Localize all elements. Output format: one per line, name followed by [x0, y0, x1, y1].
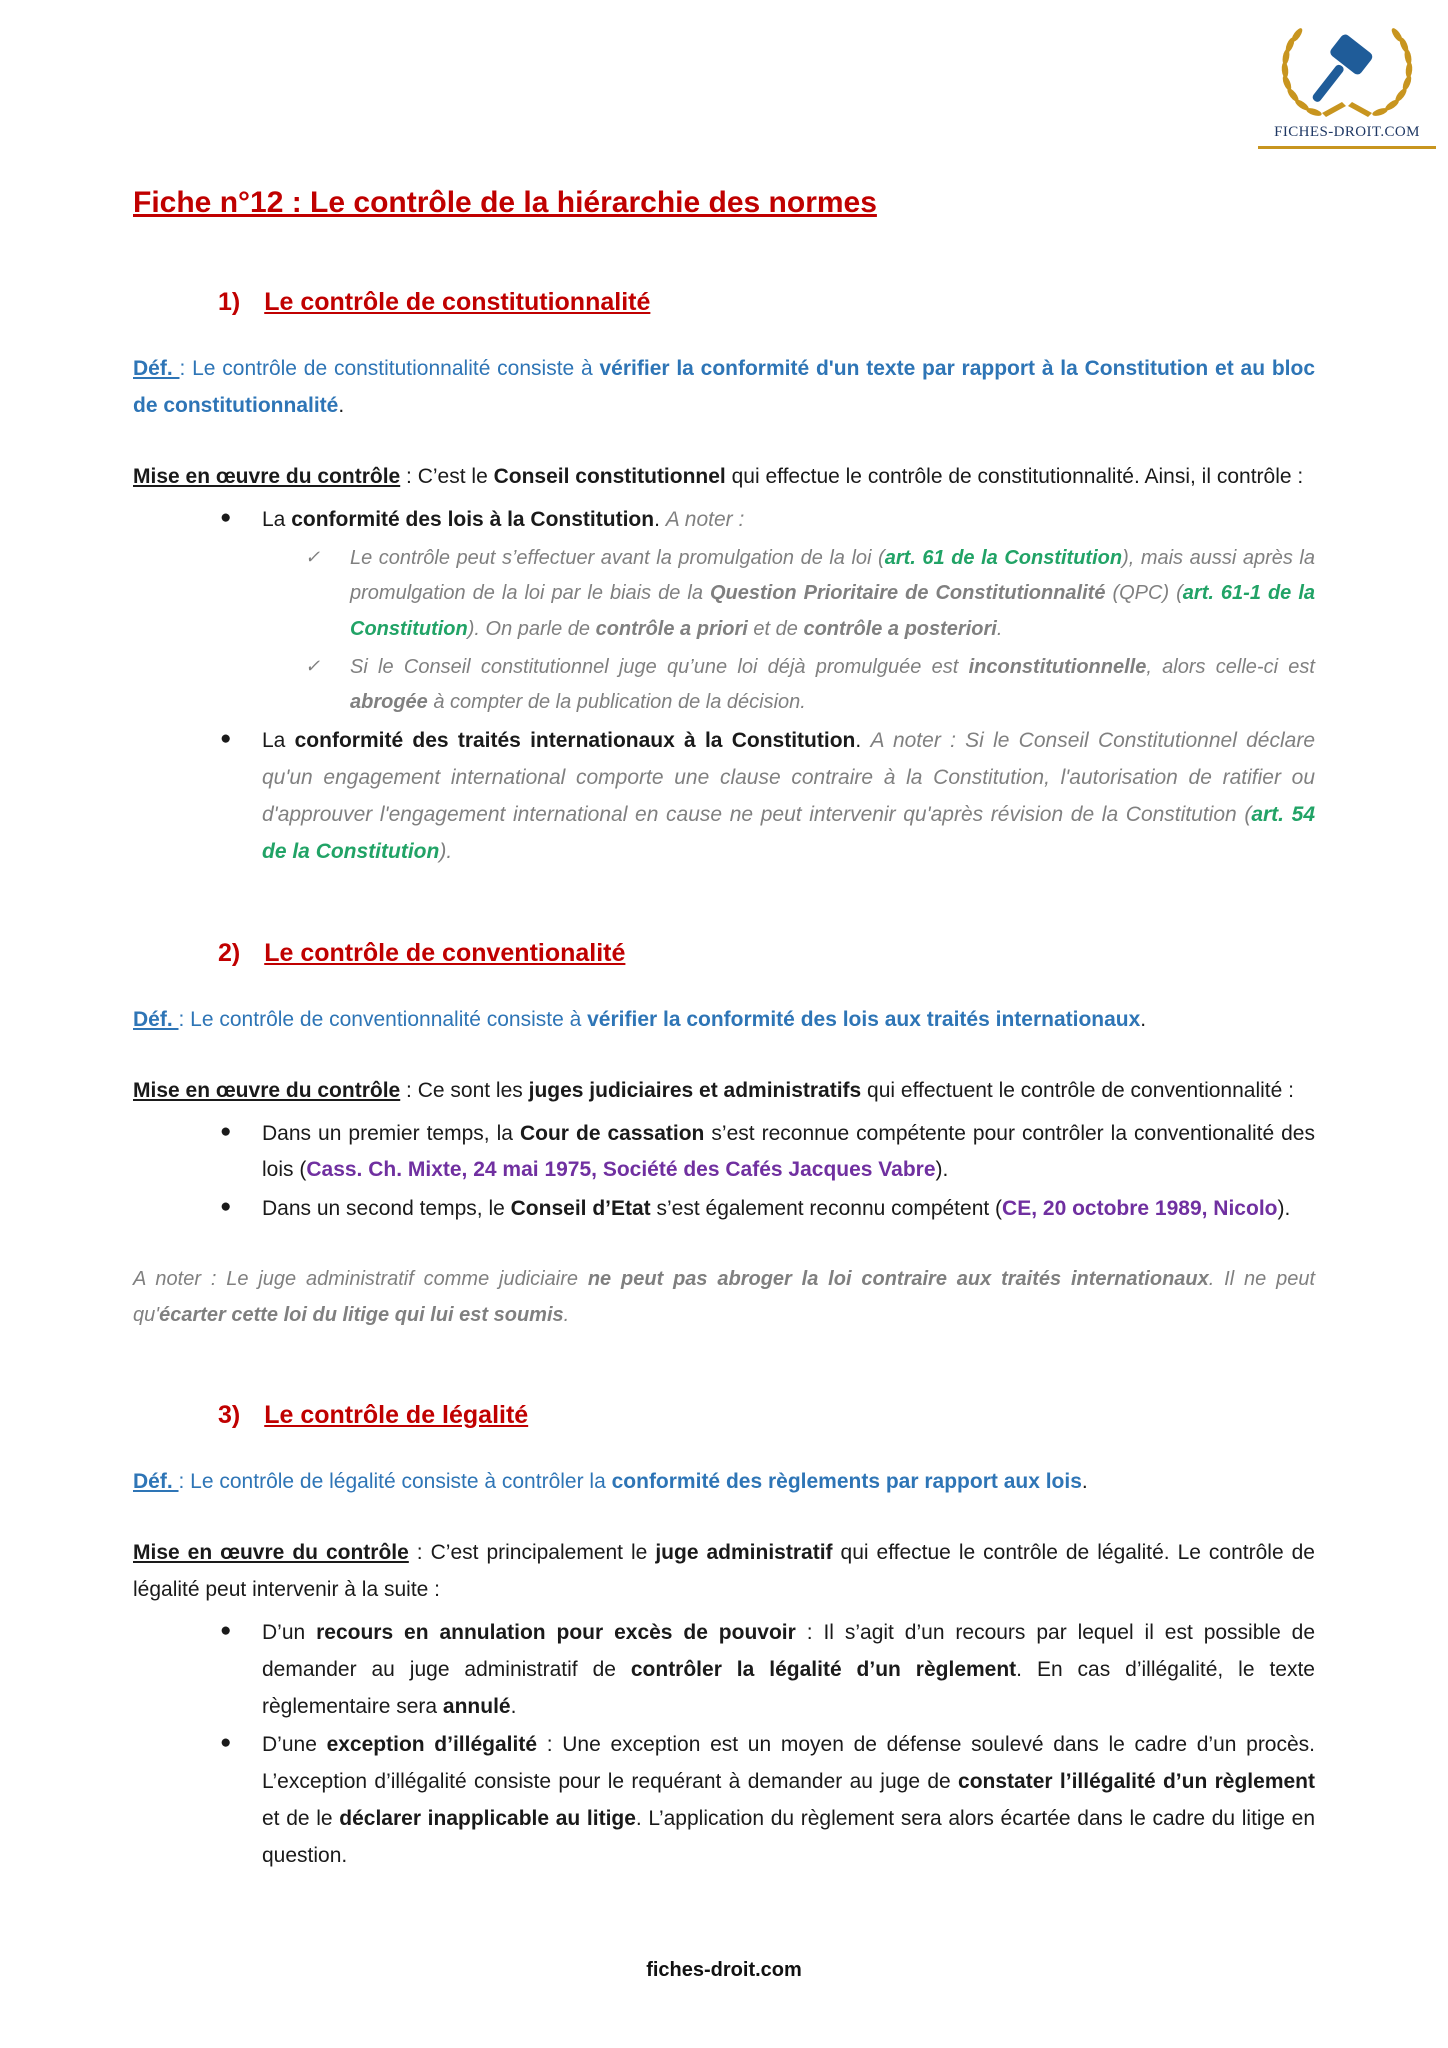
text-segment: qui effectue le contrôle de légalité. Le contrôle de légalité peut intervenir à la suite :	[133, 1540, 1315, 1601]
text-segment: Mise en œuvre du contrôle	[133, 464, 401, 488]
text-segment: recours en annulation pour excès de pouvoir	[316, 1620, 796, 1644]
text-segment: A noter : Si le Conseil Constitutionnel déclare qu'un engagement international comporte une clause contraire à la Constitution, l'autorisation de ratifier ou d'approuver l'engagement international en cause ne peut intervenir qu'après révision de la Constitution (	[262, 728, 1316, 826]
text-segment: ). On parle de	[467, 618, 596, 640]
text-segment: exception d’illégalité	[326, 1733, 538, 1757]
text-segment: La	[262, 728, 295, 752]
text-segment: .	[1140, 1007, 1147, 1031]
text-segment: . Il ne peut qu'	[133, 1268, 1315, 1326]
text-segment: contrôle a priori	[595, 618, 748, 640]
logo-brand-text: FICHES-DROIT.COM	[1274, 124, 1420, 140]
text-segment: Dans un second temps, le	[262, 1197, 511, 1221]
list-item-text	[262, 508, 744, 531]
text-segment: Déf.	[133, 1469, 179, 1493]
mise-en-oeuvre-paragraph	[133, 1535, 1315, 1609]
text-segment: Déf.	[133, 1007, 179, 1031]
check-icon: ✓	[305, 546, 321, 567]
footer-site-url: fiches-droit.com	[646, 1959, 802, 1981]
bullet-icon: ●	[220, 1196, 232, 1218]
section-title: Le contrôle de légalité	[264, 1400, 529, 1429]
list-item	[133, 502, 1315, 539]
text-segment: , alors celle-ci est	[1146, 655, 1315, 678]
text-segment: D’une	[262, 1733, 327, 1757]
text-segment: Mise en œuvre du contrôle	[133, 1540, 409, 1564]
list-item	[133, 1191, 1315, 1228]
definition-paragraph	[133, 351, 1315, 425]
text-segment: Cour de cassation	[519, 1121, 705, 1145]
text-segment: qui effectuent le contrôle de conventionnalité :	[861, 1078, 1294, 1102]
bullet-icon: ●	[220, 506, 232, 528]
list-item	[133, 1727, 1315, 1875]
list-item	[133, 1615, 1315, 1726]
section-controle-constitutionnalite	[133, 288, 1315, 871]
definition-paragraph	[133, 1464, 1315, 1501]
text-segment: .	[563, 1303, 570, 1326]
check-icon: ✓	[305, 655, 321, 676]
text-segment: ne peut pas abroger la loi contraire aux traités internationaux	[587, 1268, 1209, 1291]
text-segment: La	[262, 507, 292, 531]
text-segment: ).	[439, 839, 453, 863]
text-segment: : C’est le	[400, 464, 494, 488]
section-heading	[218, 939, 1315, 968]
text-segment: constater l’illégalité d’un règlement	[958, 1770, 1315, 1794]
text-segment: Conseil d’Etat	[510, 1197, 651, 1221]
mise-en-oeuvre-paragraph	[133, 459, 1315, 496]
mise-en-oeuvre-paragraph	[133, 1073, 1315, 1110]
bullet-icon: ●	[220, 1120, 232, 1142]
note-paragraph	[133, 1262, 1315, 1332]
text-segment: Cass. Ch. Mixte, 24 mai 1975, Société des Cafés Jacques Vabre	[306, 1158, 936, 1182]
text-segment: art. 61-1 de la Constitution	[350, 582, 1315, 640]
text-segment: conformité des lois à la Constitution	[291, 507, 655, 531]
text-segment: annulé	[442, 1694, 511, 1718]
text-segment: .	[1081, 1469, 1088, 1493]
section-number: 2)	[218, 938, 241, 967]
list-item-text	[262, 1733, 1315, 1867]
text-segment: : Il s’agit d’un recours par lequel il est possible de demander au juge administratif de	[262, 1620, 1316, 1681]
text-segment: .	[654, 507, 666, 531]
text-segment: Mise en œuvre du contrôle	[133, 1078, 401, 1102]
section-heading	[218, 288, 1315, 317]
text-segment: Le contrôle peut s’effectuer avant la promulgation de la loi (	[350, 546, 885, 569]
text-segment: . En cas d’illégalité, le texte règlementaire sera	[262, 1657, 1315, 1718]
bullet-list	[133, 1615, 1315, 1876]
text-segment: (QPC) (	[1105, 582, 1183, 605]
check-item-text	[350, 656, 1315, 714]
bullet-icon: ●	[220, 727, 232, 749]
section-controle-legalite	[133, 1401, 1315, 1876]
text-segment: s’est également reconnu compétent (	[650, 1197, 1003, 1221]
section-heading	[218, 1401, 1315, 1430]
list-item-text	[262, 729, 1315, 863]
text-segment: ).	[1277, 1197, 1291, 1221]
text-segment: art. 61 de la Constitution	[884, 546, 1123, 569]
text-segment: . L’application du règlement sera alors écartée dans le cadre du litige en question.	[262, 1807, 1315, 1868]
text-segment: contrôler la légalité d’un règlement	[630, 1657, 1017, 1681]
text-segment: : Le contrôle de légalité consiste à contrôler la	[178, 1469, 612, 1493]
text-segment: ), mais aussi après la promulgation de la loi par le biais de la	[350, 546, 1315, 605]
bullet-list	[133, 1116, 1315, 1229]
text-segment: Dans un premier temps, la	[262, 1121, 520, 1145]
list-item-text	[262, 1197, 1290, 1220]
check-item	[133, 541, 1315, 648]
text-segment: : Le contrôle de conventionnalité consiste à	[178, 1007, 588, 1031]
text-segment: vérifier la conformité des lois aux traités internationaux	[587, 1007, 1141, 1031]
text-segment: s’est reconnue compétente pour contrôler la conventionalité des lois (	[262, 1121, 1315, 1182]
text-segment: Question Prioritaire de Constitutionnalité	[709, 582, 1106, 605]
site-logo	[1258, 26, 1436, 149]
check-item-text	[350, 547, 1315, 640]
list-item-text	[262, 1122, 1315, 1182]
text-segment: .	[855, 728, 871, 752]
logo-underline	[1258, 146, 1436, 149]
text-segment: A noter :	[665, 507, 745, 531]
section-number: 3)	[218, 1400, 241, 1429]
check-item	[133, 650, 1315, 721]
section-controle-conventionalite	[133, 939, 1315, 1333]
text-segment: écarter cette loi du litige qui lui est soumis	[159, 1303, 564, 1326]
list-item-text	[262, 1621, 1315, 1718]
text-segment: .	[510, 1694, 517, 1718]
text-segment: CE, 20 octobre 1989, Nicolo	[1002, 1197, 1278, 1221]
list-item	[133, 723, 1315, 871]
text-segment: vérifier la conformité d'un texte par rapport à la Constitution et au bloc de constitutionnalité	[133, 357, 1315, 417]
text-segment: abrogée	[350, 691, 428, 714]
text-segment: Conseil constitutionnel	[493, 464, 726, 488]
text-segment: qui effectue le contrôle de constitutionnalité. Ainsi, il contrôle :	[725, 464, 1304, 488]
text-segment: D’un	[262, 1620, 317, 1644]
list-item	[133, 1116, 1315, 1190]
section-number: 1)	[218, 288, 241, 316]
text-segment: : Une exception est un moyen de défense soulevé dans le cadre d’un procès. L’exception d’illégalité consiste pour le requérant à demander au juge de	[262, 1733, 1316, 1794]
text-segment: juges judiciaires et administratifs	[528, 1078, 862, 1102]
text-segment: : C’est principalement le	[408, 1540, 656, 1564]
text-segment: art. 54 de la Constitution	[262, 802, 1316, 863]
section-title: Le contrôle de constitutionnalité	[264, 288, 651, 316]
definition-paragraph	[133, 1002, 1315, 1039]
text-segment: : Le contrôle de constitutionnalité consiste à	[179, 357, 600, 380]
text-segment: contrôle a posteriori	[803, 618, 997, 640]
text-segment: ).	[935, 1158, 949, 1182]
text-segment: et de le	[262, 1807, 340, 1831]
page-title: Fiche n°12 : Le contrôle de la hiérarchie des normes	[133, 186, 877, 219]
text-segment: juge administratif	[655, 1540, 833, 1564]
bullet-icon: ●	[220, 1619, 232, 1641]
text-segment: et de	[747, 618, 804, 640]
bullet-icon: ●	[220, 1732, 232, 1754]
section-title: Le contrôle de conventionalité	[264, 938, 626, 967]
text-segment: à compter de la publication de la décision.	[427, 691, 806, 714]
text-segment: A noter : Le juge administratif comme judiciaire	[133, 1268, 588, 1291]
text-segment: Si le Conseil constitutionnel juge qu’une loi déjà promulguée est	[350, 655, 969, 678]
text-segment: conformité des traités internationaux à la Constitution	[294, 728, 856, 752]
bullet-list	[133, 502, 1315, 871]
text-segment: : Ce sont les	[400, 1078, 529, 1102]
text-segment: déclarer inapplicable au litige	[339, 1807, 636, 1831]
text-segment: Déf.	[133, 357, 180, 380]
gavel-laurel-icon	[1262, 26, 1432, 122]
text-segment: .	[338, 393, 345, 417]
text-segment: conformité des règlements par rapport aux lois	[611, 1469, 1082, 1493]
text-segment: .	[996, 618, 1003, 640]
text-segment: inconstitutionnelle	[968, 655, 1147, 678]
